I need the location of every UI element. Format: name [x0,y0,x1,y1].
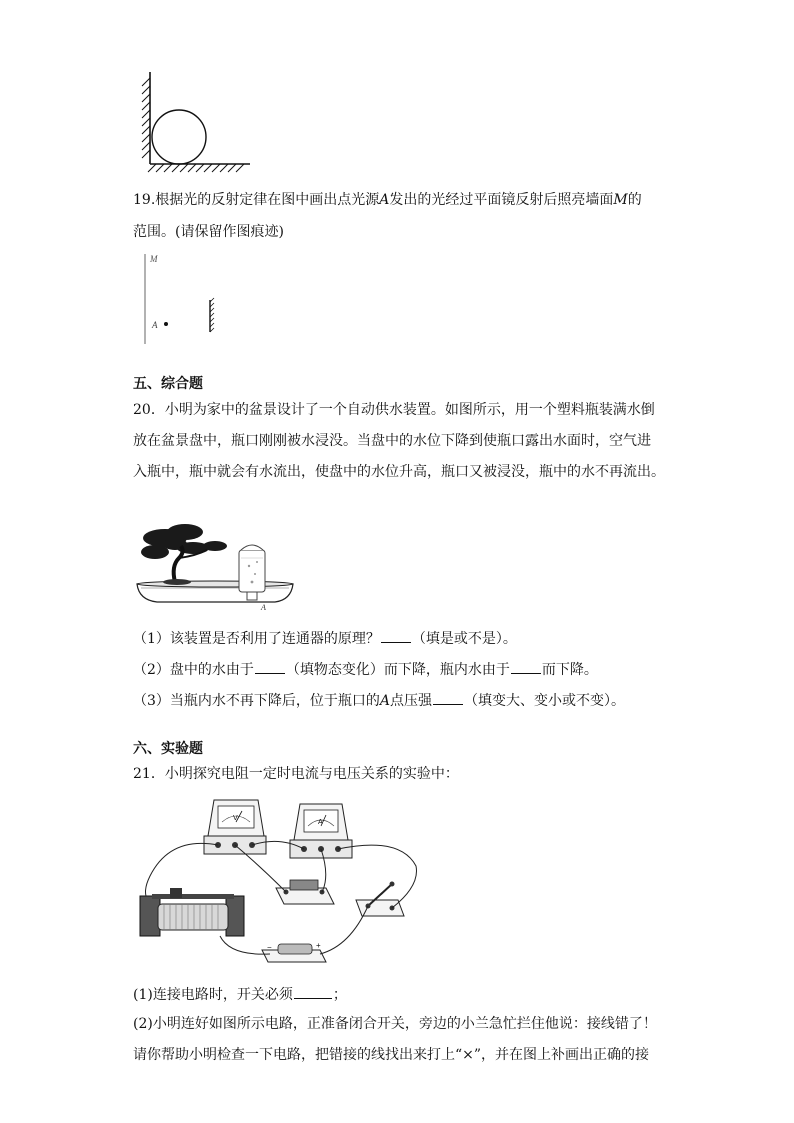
answer-blank-5[interactable] [294,984,332,999]
q20-line2: 放在盆景盘中，瓶口刚刚被水浸没。当盘中的水位下降到使瓶口露出水面时，空气进 [133,433,651,449]
wall-label-m: M [150,254,158,264]
q20-line3: 入瓶中，瓶中就会有水流出，使盘中的水位升高，瓶口又被浸没，瓶中的水不再流出。 [133,464,665,480]
q21-sub2-line2: 请你帮助小明检查一下电路，把错接的线找出来打上“×”，并在图上补画出正确的接 [133,1047,650,1063]
answer-blank-1[interactable] [381,628,411,643]
bottle-point-a: A [261,603,266,612]
light-source-point [164,322,168,326]
point-label-a: A [152,320,158,330]
battery [262,941,326,962]
mirror-wall-figure [140,252,230,347]
q19-line1: 19.根据光的反射定律在图中画出点光源A发出的光经过平面镜反射后照亮墙面M的 [133,192,642,208]
q21-sub2-line1: (2)小明连好如图所示电路，正准备闭合开关，旁边的小兰急忙拦住他说：接线错了！ [133,1016,657,1032]
q20-sub3: （3）当瓶内水不再下降后，位于瓶口的A点压强 （填变大、变小或不变）。 [133,690,625,711]
ball-circle [152,110,206,164]
ammeter-label: A [318,819,323,826]
section5-title: 五、综合题 [133,376,203,392]
ball-wall-floor-figure [138,70,278,170]
answer-blank-3[interactable] [511,659,541,674]
svg-text:+: + [316,941,321,950]
q20-sub1: （1）该装置是否利用了连通器的原理？ （填是或不是）。 [133,628,517,649]
section6-title: 六、实验题 [133,741,203,757]
switch [356,882,404,917]
q21-sub1: (1)连接电路时，开关必须 ； [133,984,347,1005]
q20-sub2: （2）盘中的水由于 （填物态变化）而下降，瓶内水由于 而下降。 [133,659,598,680]
bonsai-water-device-figure [135,522,305,612]
q20-line1: 20．小明为家中的盆景设计了一个自动供水装置。如图所示，用一个塑料瓶装满水倒 [133,402,655,418]
q21-line1: 21．小明探究电阻一定时电流与电压关系的实验中： [133,766,459,782]
rheostat [140,888,244,936]
voltmeter [204,800,266,854]
circuit-figure [130,796,430,968]
q19-line2: 范围。(请保留作图痕迹) [133,224,284,240]
svg-text:−: − [267,943,272,952]
answer-blank-4[interactable] [433,690,463,705]
answer-blank-2[interactable] [255,659,285,674]
voltmeter-label: V [233,815,238,822]
